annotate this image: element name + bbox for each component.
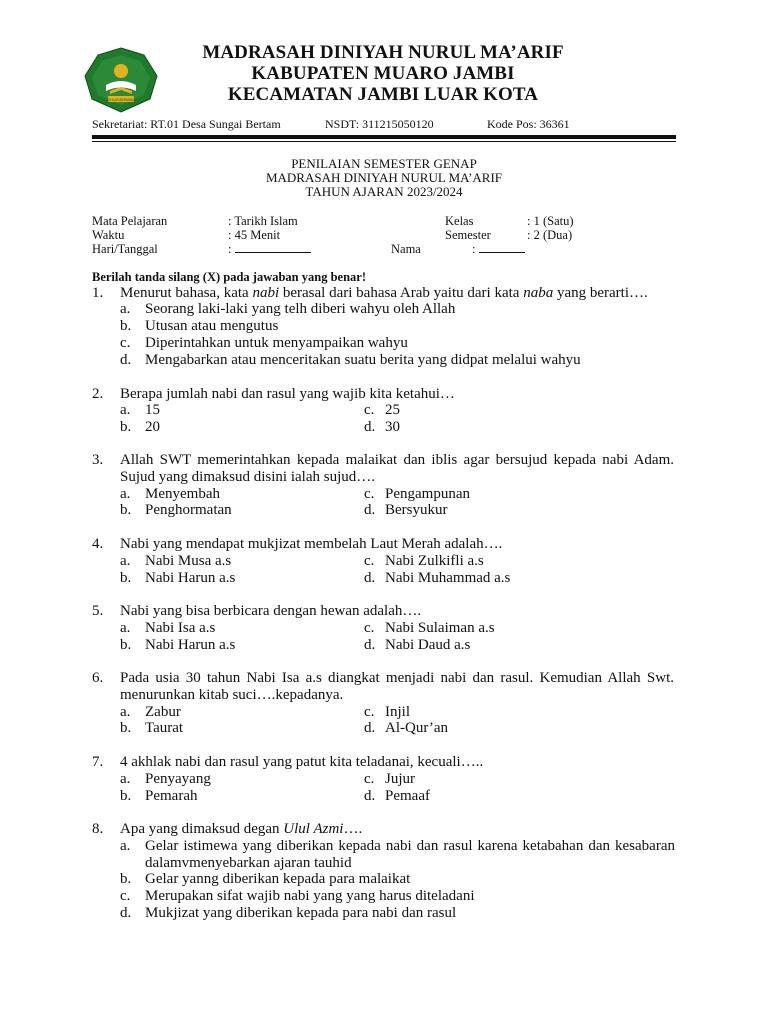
option-letter: c.	[364, 553, 375, 569]
option-letter: c.	[364, 704, 375, 720]
time-value: : 45 Menit	[228, 228, 281, 242]
option-text: Seorang laki-laki yang telh diberi wahyu oleh Allah	[145, 301, 456, 317]
question-number: 1.	[92, 285, 104, 301]
class-label: Kelas	[445, 214, 474, 228]
option-text: 15	[145, 402, 160, 418]
option-text: Al-Qur’an	[385, 720, 449, 736]
question-text: Apa yang dimaksud degan Ulul Azmi….	[120, 821, 363, 837]
option-letter: d.	[364, 419, 376, 435]
option-letter: b.	[120, 788, 132, 804]
question-number: 2.	[92, 386, 104, 402]
date-blank-line	[235, 242, 311, 253]
option-letter: d.	[364, 720, 376, 736]
option-letter: a.	[120, 486, 131, 502]
name-blank-line	[479, 242, 525, 253]
question-text: Menurut bahasa, kata nabi berasal dari bahasa Arab yaitu dari kata naba yang berarti….	[120, 285, 648, 301]
option-text: Merupakan sifat wajib nabi yang yang harus diteladani	[145, 888, 475, 904]
exam-year: TAHUN AJARAN 2023/2024	[305, 184, 463, 199]
question-text: Allah SWT memerintahkan kepada malaikat dan iblis agar bersujud kepada nabi Adam. Sujud yang dimaksud disini ialah sujud….	[120, 452, 674, 485]
contact-address: Sekretariat: RT.01 Desa Sungai Bertam	[92, 117, 281, 131]
question-number: 7.	[92, 754, 104, 770]
name-value: :	[472, 242, 476, 256]
option-text: Penghormatan	[145, 502, 232, 518]
option-text: Jujur	[385, 771, 415, 787]
header-divider-thin	[92, 141, 676, 142]
exam-title-block	[92, 157, 676, 199]
school-name: MADRASAH DINIYAH NURUL MA’ARIF	[202, 42, 564, 63]
option-letter: c.	[364, 771, 375, 787]
option-letter: d.	[120, 352, 132, 368]
question-text: Nabi yang bisa berbicara dengan hewan adalah….	[120, 603, 422, 619]
option-letter: b.	[120, 419, 132, 435]
option-text: Nabi Harun a.s	[145, 637, 236, 653]
question-number: 6.	[92, 670, 104, 686]
contact-postal: Kode Pos: 36361	[487, 117, 570, 131]
option-letter: b.	[120, 720, 132, 736]
option-letter: a.	[120, 402, 131, 418]
question-text: Nabi yang mendapat mukjizat membelah Laut Merah adalah….	[120, 536, 503, 552]
option-letter: a.	[120, 301, 131, 317]
name-label: Nama	[391, 242, 421, 256]
option-text: Pemaaf	[385, 788, 430, 804]
district-name: KECAMATAN JAMBI LUAR KOTA	[227, 84, 539, 105]
option-letter: c.	[120, 888, 131, 904]
question-number: 4.	[92, 536, 104, 552]
option-letter: c.	[364, 402, 375, 418]
subject-label: Mata Pelajaran	[92, 214, 168, 228]
contact-nsdt: NSDT: 311215050120	[325, 117, 434, 131]
class-value: : 1 (Satu)	[527, 214, 574, 228]
question-text: Berapa jumlah nabi dan rasul yang wajib kita ketahui…	[120, 386, 455, 402]
option-letter: b.	[120, 570, 132, 586]
logo-ribbon-text: IKHLAS BERAMAL	[107, 98, 135, 102]
option-text: Nabi Zulkifli a.s	[385, 553, 484, 569]
header-divider-thick	[92, 135, 676, 139]
option-text: Diperintahkan untuk menyampaikan wahyu	[145, 335, 408, 351]
date-label: Hari/Tanggal	[92, 242, 158, 256]
option-letter: d.	[364, 788, 376, 804]
option-letter: b.	[120, 637, 132, 653]
option-text: Bersyukur	[385, 502, 448, 518]
option-text: Pengampunan	[385, 486, 470, 502]
question-number: 8.	[92, 821, 104, 837]
subject-value: : Tarikh Islam	[228, 214, 298, 228]
option-text: Nabi Sulaiman a.s	[385, 620, 495, 636]
option-text: Gelar yanng diberikan kepada para malaikat	[145, 871, 411, 887]
option-letter: a.	[120, 771, 131, 787]
option-text: 30	[385, 419, 400, 435]
option-letter: c.	[364, 486, 375, 502]
regency-name: KABUPATEN MUARO JAMBI	[251, 63, 515, 84]
option-letter: c.	[364, 620, 375, 636]
exam-school: MADRASAH DINIYAH NURUL MA’ARIF	[265, 170, 503, 185]
option-text: Penyayang	[145, 771, 211, 787]
option-text: Nabi Isa a.s	[145, 620, 216, 636]
option-text: Taurat	[145, 720, 184, 736]
option-letter: a.	[120, 838, 131, 854]
question-text: Pada usia 30 tahun Nabi Isa a.s diangkat menjadi nabi dan rasul. Kemudian Allah Swt. menurunkan kitab suci….kepadanya.	[120, 670, 674, 703]
option-letter: d.	[364, 502, 376, 518]
option-letter: a.	[120, 704, 131, 720]
semester-value: : 2 (Dua)	[527, 228, 573, 242]
option-letter: c.	[120, 335, 131, 351]
option-letter: d.	[364, 570, 376, 586]
option-text: Utusan atau mengutus	[145, 318, 279, 334]
option-text: 25	[385, 402, 400, 418]
exam-title: PENILAIAN SEMESTER GENAP	[291, 156, 477, 171]
option-letter: b.	[120, 318, 132, 334]
option-text: Pemarah	[145, 788, 198, 804]
question-text: 4 akhlak nabi dan rasul yang patut kita teladanai, kecuali…..	[120, 754, 484, 770]
option-text: Injil	[385, 704, 410, 720]
name-field	[472, 242, 525, 256]
option-text: Mengabarkan atau menceritakan suatu berita yang didpat melalui wahyu	[145, 352, 581, 368]
option-letter: b.	[120, 502, 132, 518]
option-letter: b.	[120, 871, 132, 887]
option-text: 20	[145, 419, 160, 435]
letterhead	[160, 42, 606, 105]
question-number: 3.	[92, 452, 104, 468]
date-value: :	[228, 242, 232, 256]
time-label: Waktu	[92, 228, 125, 242]
option-text: Nabi Harun a.s	[145, 570, 236, 586]
option-letter: d.	[364, 637, 376, 653]
option-letter: a.	[120, 620, 131, 636]
question-number: 5.	[92, 603, 104, 619]
option-letter: d.	[120, 905, 132, 921]
option-text: Menyembah	[145, 486, 220, 502]
option-text: Nabi Musa a.s	[145, 553, 232, 569]
option-text: Gelar istimewa yang diberikan kepada nabi dan rasul karena ketabahan dan kesabaran dalamvmenyebarkan ajaran tauhid	[145, 838, 675, 871]
option-text: Nabi Muhammad a.s	[385, 570, 511, 586]
option-letter: a.	[120, 553, 131, 569]
option-text: Zabur	[145, 704, 181, 720]
instruction: Berilah tanda silang (X) pada jawaban yang benar!	[92, 270, 366, 284]
option-text: Mukjizat yang diberikan kepada para nabi dan rasul	[145, 905, 457, 921]
semester-label: Semester	[445, 228, 491, 242]
kemenag-logo-icon	[84, 47, 158, 113]
date-field	[228, 242, 311, 256]
option-text: Nabi Daud a.s	[385, 637, 471, 653]
